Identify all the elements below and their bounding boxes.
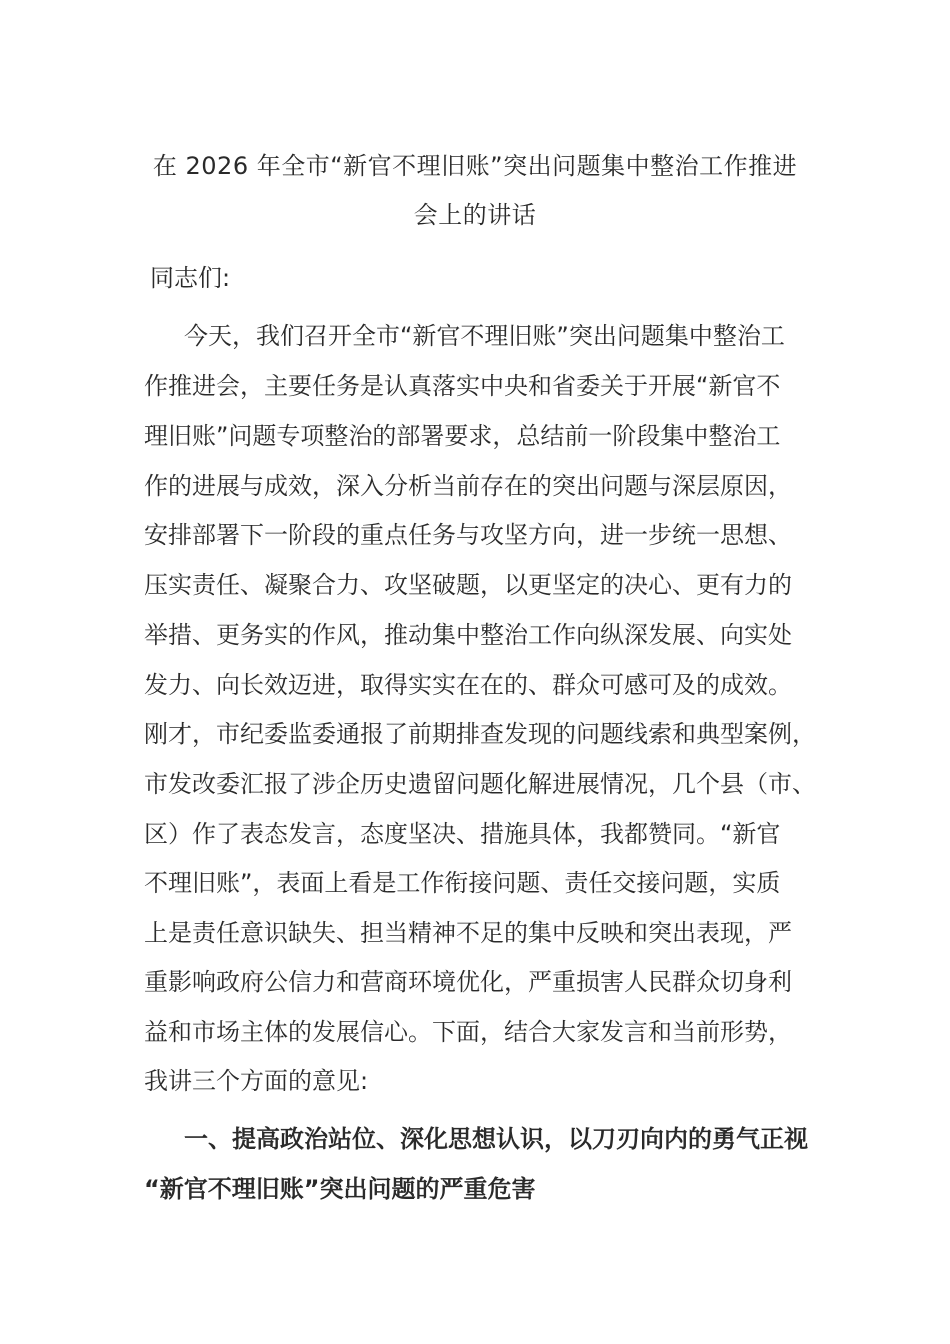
paragraph-line: 上是责任意识缺失、担当精神不足的集中反映和突出表现，严 xyxy=(144,919,792,947)
document-title-line-2: 会上的讲话 xyxy=(413,201,537,229)
paragraph-line: 发力、向长效迈进，取得实实在在的、群众可感可及的成效。 xyxy=(144,671,792,699)
section-heading-line: 一、提高政治站位、深化思想认识，以刀刃向内的勇气正视 xyxy=(184,1125,808,1153)
paragraph-line: 我讲三个方面的意见: xyxy=(144,1067,369,1095)
paragraph-line: 安排部署下一阶段的重点任务与攻坚方向，进一步统一思想、 xyxy=(144,521,792,549)
document-title-line-1: 在 2026 年全市“新官不理旧账”突出问题集中整治工作推进 xyxy=(152,152,798,180)
paragraph-line: 举措、更务实的作风，推动集中整治工作向纵深发展、向实处 xyxy=(144,621,792,649)
paragraph-line: 区）作了表态发言，态度坚决、措施具体，我都赞同。“新官 xyxy=(144,820,781,848)
paragraph-line: 压实责任、凝聚合力、攻坚破题，以更坚定的决心、更有力的 xyxy=(144,571,792,599)
paragraph-line: 不理旧账”，表面上看是工作衔接问题、责任交接问题，实质 xyxy=(144,869,781,897)
paragraph-line: 益和市场主体的发展信心。下面，结合大家发言和当前形势， xyxy=(144,1018,792,1046)
paragraph-line: 市发改委汇报了涉企历史遗留问题化解进展情况，几个县（市、 xyxy=(144,770,816,798)
paragraph-line: 作推进会，主要任务是认真落实中央和省委关于开展“新官不 xyxy=(144,372,781,400)
paragraph-line: 今天，我们召开全市“新官不理旧账”突出问题集中整治工 xyxy=(184,322,785,350)
section-heading-line: “新官不理旧账”突出问题的严重危害 xyxy=(144,1175,536,1203)
salutation: 同志们: xyxy=(150,264,231,292)
paragraph-line: 作的进展与成效，深入分析当前存在的突出问题与深层原因， xyxy=(144,472,792,500)
paragraph-line: 刚才，市纪委监委通报了前期排查发现的问题线索和典型案例， xyxy=(144,720,816,748)
paragraph-line: 重影响政府公信力和营商环境优化，严重损害人民群众切身利 xyxy=(144,968,792,996)
paragraph-line: 理旧账”问题专项整治的部署要求，总结前一阶段集中整治工 xyxy=(144,422,781,450)
